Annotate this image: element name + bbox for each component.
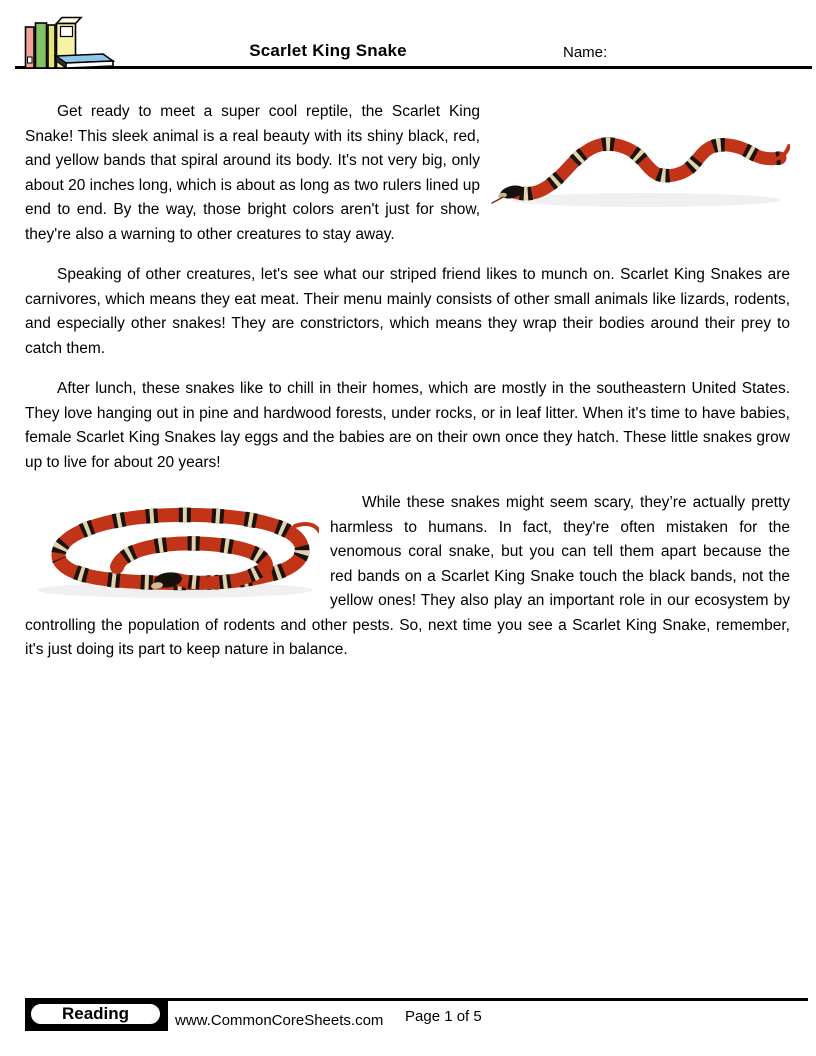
paragraph-2-text: Speaking of other creatures, let's see what our striped friend likes to munch on. Scarlet King Snakes are carnivores, which means they eat meat. Their menu mainly consists of other small animals like lizards, rodents, and especially other snakes! They are constrictors, which means they wrap their bodies around their prey to catch them. [25,266,790,357]
category-label: Reading [29,1002,162,1026]
website-url: www.CommonCoreSheets.com [175,1012,384,1029]
name-label: Name: [563,44,608,61]
paragraph-2 [25,263,790,361]
paragraph-1-text: Get ready to meet a super cool reptile, the Scarlet King Snake! This sleek animal is a real beauty with its shiny black, red, and yellow bands that spiral around its body. It's not very big, only about 20 inches long, which is about as long as two rulers lined up end to end. By the way, those bright colors aren't just for show, they're also a warning to other creatures to stay away. [25,103,480,243]
scarlet-king-snake-slithering-image [490,100,790,218]
header [15,0,812,69]
category-badge [25,998,168,1031]
paragraph-4 [25,491,790,663]
scarlet-king-snake-coiled-image [25,493,319,603]
books-icon [20,13,116,71]
page-title: Scarlet King Snake [249,41,407,60]
paragraph-1 [25,100,790,247]
paragraph-4-text: While these snakes might seem scary, they’re actually pretty harmless to humans. In fact, they're often mistaken for the venomous coral snake, but you can tell them apart because the red bands on a Scarlet King Snake touch the black bands, not the yellow ones! They also play an important role in our ecosystem by controlling the population of rodents and other pests. So, next time you see a Scarlet King Snake, remember, it's just doing its part to keep nature in balance. [25,494,790,658]
paragraph-3 [25,377,790,475]
paragraph-3-text: After lunch, these snakes like to chill in their homes, which are mostly in the southeastern United States. They love hanging out in pine and hardwood forests, under rocks, or in leaf litter. When it's time to have babies, female Scarlet King Snakes lay eggs and the babies are on their own once they hatch. These little snakes grow up to live for about 20 years! [25,380,790,471]
reading-passage [25,72,790,679]
page-number: Page 1 of 5 [405,1008,482,1025]
